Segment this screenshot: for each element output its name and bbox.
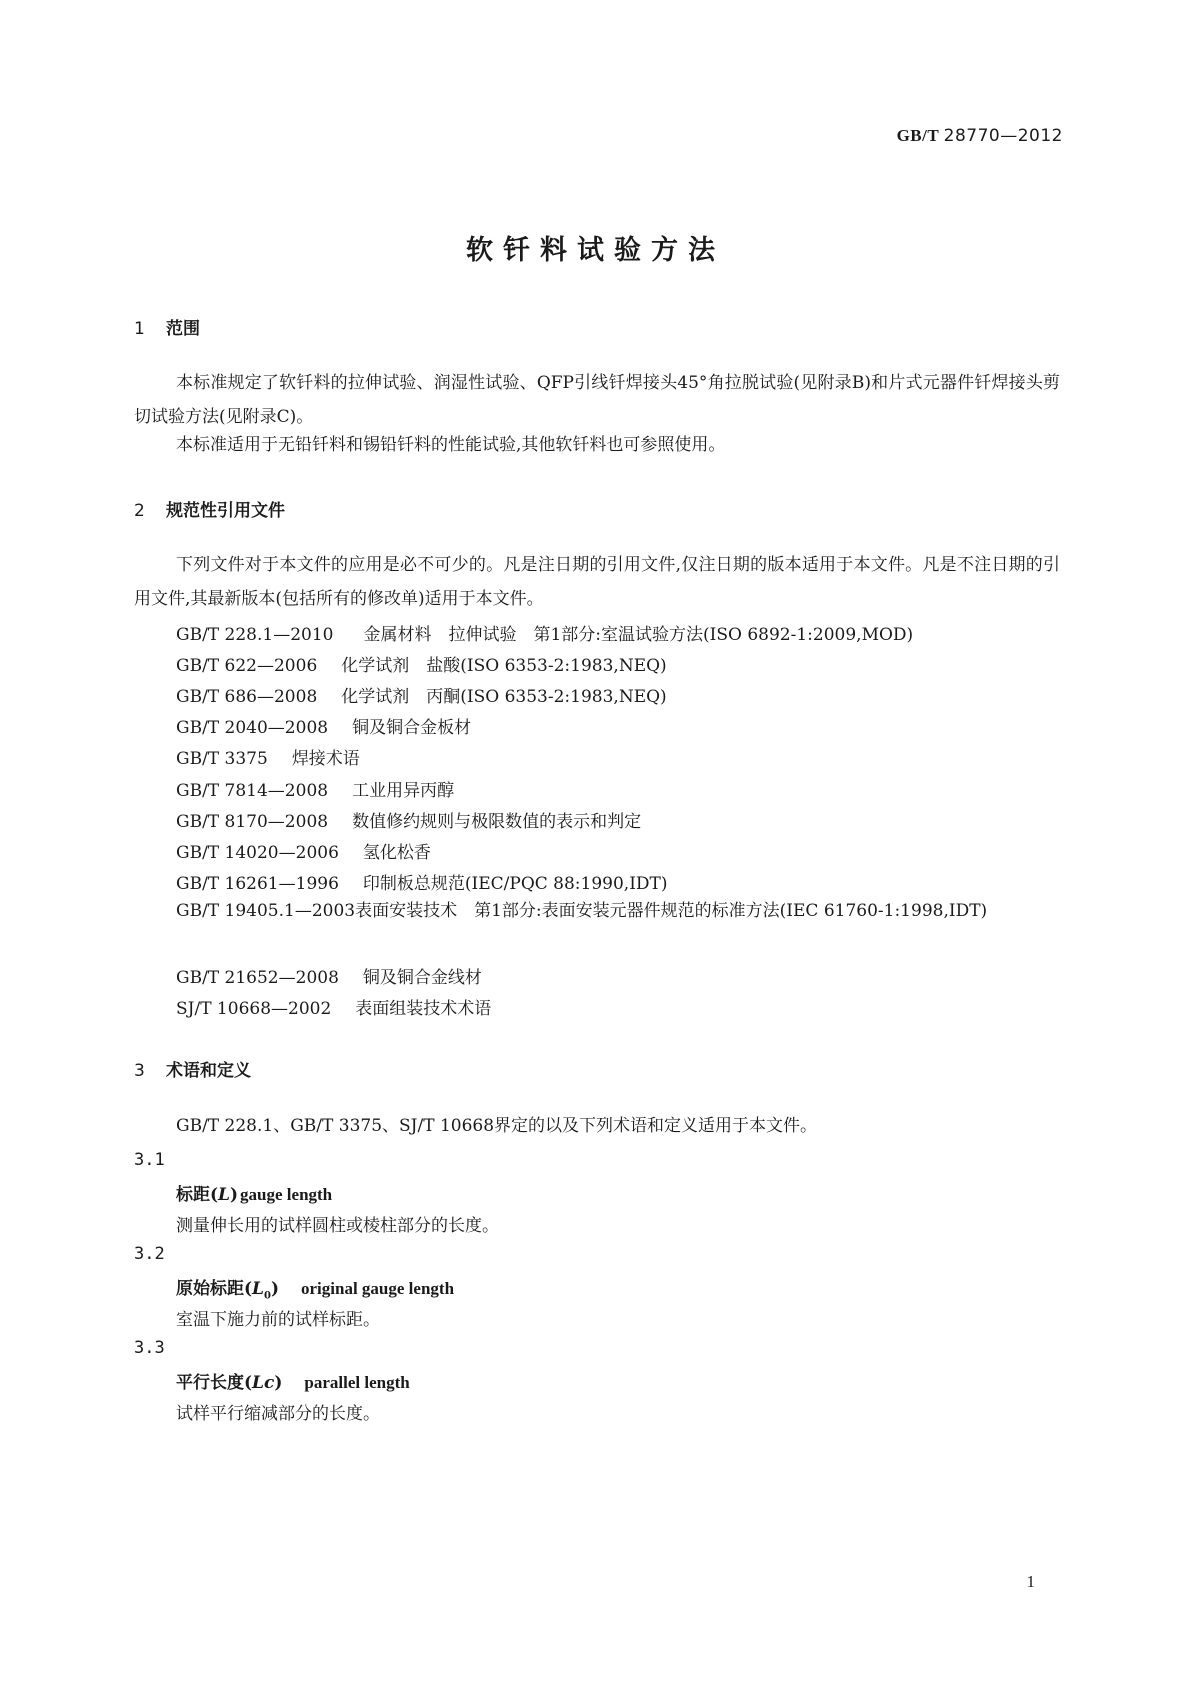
term-zh: 原始标距( [176,1279,253,1299]
reference-title: 金属材料 拉伸试验 第1部分:室温试验方法(ISO 6892-1:2009,MOD) [363,625,914,645]
terms-intro: GB/T 228.1、GB/T 3375、SJ/T 10668界定的以及下列术语和定义适用于本文件。 [176,1116,818,1136]
scope-paragraph-1: 本标准规定了软钎料的拉伸试验、润湿性试验、QFP引线钎焊接头45°角拉脱试验(见附录B)和片式元器件钎焊接头剪切试验方法(见附录C)。 [134,373,1060,427]
reference-code: GB/T 16261—1996 [176,874,339,894]
reference-code: GB/T 3375 [176,749,268,769]
reference-title: 化学试剂 丙酮(ISO 6353-2:1983,NEQ) [341,687,667,707]
term-paren: ) [230,1185,239,1205]
reference-item [176,963,482,988]
reference-code: GB/T 7814—2008 [176,781,329,801]
section-title: 规范性引用文件 [166,501,285,521]
reference-title: 焊接术语 [291,749,360,769]
term-symbol: L [218,1185,230,1205]
term-definition: 试样平行缩减部分的长度。 [176,1404,380,1424]
section-1-heading [134,314,200,339]
section-number: 1 [134,319,145,339]
term-en: gauge length [240,1185,333,1204]
term-symbol: Lc [252,1373,275,1393]
standard-number [897,126,1063,146]
reference-title: 铜及铜合金板材 [352,718,472,738]
section-number: 3 [134,1061,145,1081]
standard-prefix: GB/T [896,126,939,145]
references-intro: 下列文件对于本文件的应用是必不可少的。凡是注日期的引用文件,仅注日期的版本适用于本文件。凡是不注日期的引用文件,其最新版本(包括所有的修改单)适用于本文件。 [134,555,1060,609]
reference-title: 铜及铜合金线材 [362,968,482,988]
reference-code: GB/T 14020—2006 [176,843,339,863]
reference-item [176,807,641,832]
clause-number: 3.3 [134,1338,165,1358]
reference-code: SJ/T 10668—2002 [176,999,332,1019]
reference-code: GB/T 21652—2008 [176,968,339,988]
section-title: 术语和定义 [166,1061,251,1081]
term-heading [176,1368,410,1393]
section-title: 范围 [166,319,200,339]
reference-code: GB/T 686—2008 [176,687,318,707]
reference-item [176,744,360,769]
term-zh: 平行长度( [176,1373,253,1393]
reference-code: GB/T 19405.1—2003 [176,901,356,921]
term-zh: 标距( [176,1185,219,1205]
reference-item [176,620,913,645]
clause-number: 3.1 [134,1150,165,1170]
term-heading [176,1274,454,1301]
reference-item [176,682,667,707]
scope-paragraph-2: 本标准适用于无铅钎料和锡铅钎料的性能试验,其他软钎料也可参照使用。 [176,435,726,455]
reference-item-wrapped [134,894,1060,928]
page-number: 1 [1026,1572,1035,1591]
clause-number: 3.2 [134,1244,165,1264]
reference-code: GB/T 228.1—2010 [176,625,334,645]
reference-item [176,651,667,676]
section-number: 2 [134,501,145,521]
term-en: original gauge length [301,1279,455,1298]
reference-item [176,869,668,894]
reference-title: 表面组装技术术语 [355,999,492,1019]
reference-item [176,776,454,801]
standard-code: 28770—2012 [943,126,1063,146]
reference-item [176,713,471,738]
term-en: parallel length [304,1373,410,1392]
reference-title: 工业用异丙醇 [352,781,455,801]
reference-code: GB/T 8170—2008 [176,812,329,832]
reference-item [176,838,431,863]
reference-title: 氢化松香 [362,843,431,863]
reference-code: GB/T 622—2006 [176,656,318,676]
section-2-heading [134,496,285,521]
reference-title: 表面安装技术 第1部分:表面安装元器件规范的标准方法(IEC 61760-1:1998,IDT) [355,901,988,921]
term-paren: ) [270,1279,280,1299]
document-title: 软钎料试验方法 [466,235,725,266]
term-definition: 室温下施力前的试样标距。 [176,1310,380,1330]
reference-title: 印制板总规范(IEC/PQC 88:1990,IDT) [362,874,668,894]
term-symbol: L [252,1279,264,1299]
section-3-heading [134,1056,251,1081]
term-paren: ) [274,1373,283,1393]
reference-title: 数值修约规则与极限数值的表示和判定 [352,812,642,832]
reference-item [176,994,491,1019]
reference-title: 化学试剂 盐酸(ISO 6353-2:1983,NEQ) [341,656,667,676]
term-heading [176,1180,332,1205]
term-subscript: 0 [264,1290,271,1302]
term-definition: 测量伸长用的试样圆柱或棱柱部分的长度。 [176,1216,499,1236]
reference-code: GB/T 2040—2008 [176,718,329,738]
